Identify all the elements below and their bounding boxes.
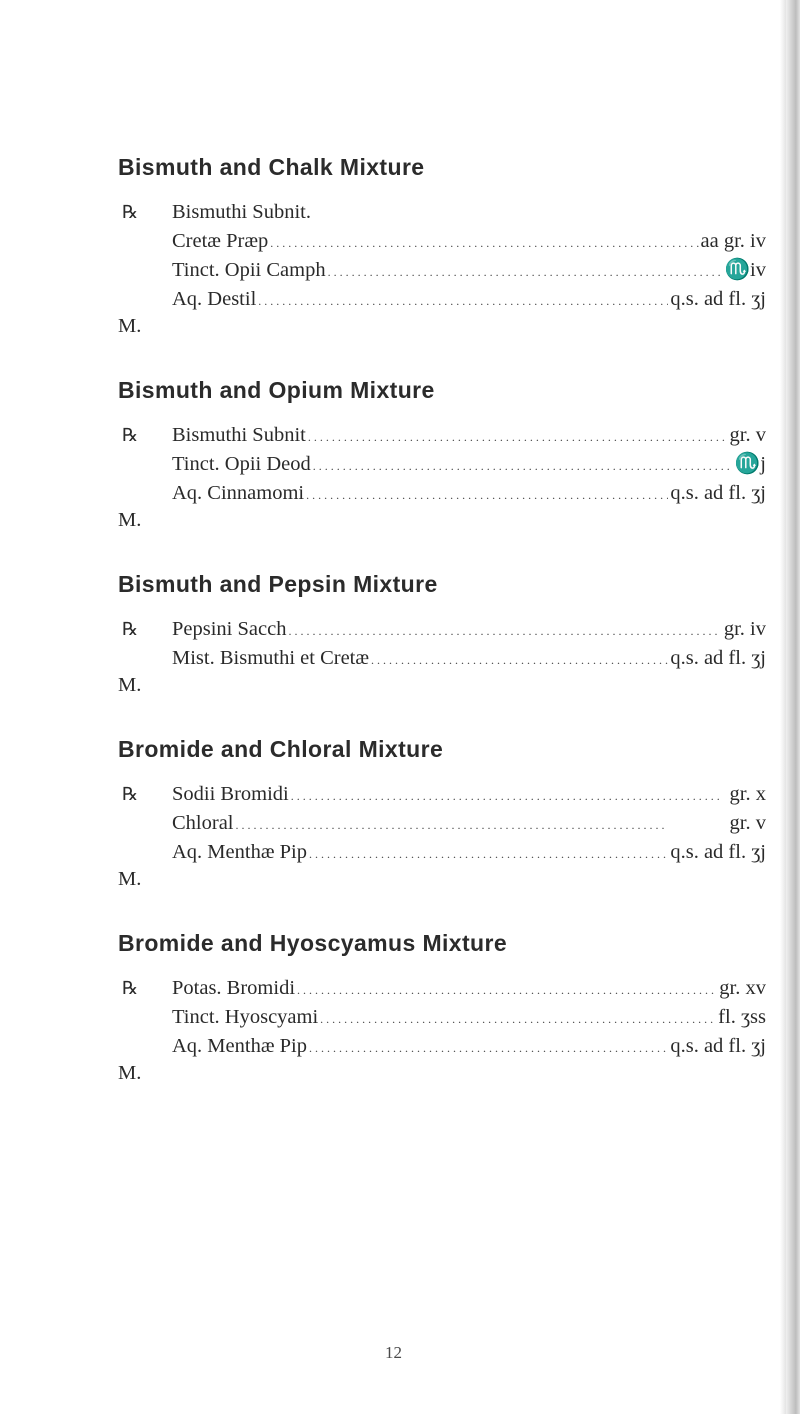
ingredient-name: Tinct. Opii Camph: [172, 259, 326, 281]
ingredient-row: [118, 1032, 766, 1061]
ingredient-name: Potas. Bromidi: [172, 977, 296, 999]
page-edge: [786, 0, 800, 1414]
ingredient-quantity: gr. v: [729, 812, 766, 834]
page-number: 12: [385, 1343, 402, 1362]
dot-leader: [320, 1003, 716, 1034]
recipe-symbol: ℞: [122, 619, 139, 640]
ingredient-quantity: q.s. ad fl. ʒj: [670, 841, 766, 863]
recipe-symbol: ℞: [122, 978, 139, 999]
misce-marker: M.: [118, 315, 142, 337]
ingredient-name: Aq. Destil: [172, 288, 257, 310]
dot-leader: [308, 421, 728, 452]
ingredient-quantity: gr. v: [729, 424, 766, 446]
dot-leader: [306, 479, 668, 510]
formula-title: Bromide and Hyoscyamus Mixture: [118, 930, 508, 956]
dot-leader: [313, 450, 733, 481]
dot-leader: [328, 256, 723, 287]
misce-marker: M.: [118, 509, 142, 531]
ingredient-row: [118, 198, 766, 227]
ingredient-quantity: aa gr. iv: [700, 230, 766, 252]
ingredient-quantity: q.s. ad fl. ʒj: [670, 482, 766, 504]
ingredient-name: Bismuthi Subnit.: [172, 201, 311, 223]
formula-title: Bismuth and Chalk Mixture: [118, 154, 425, 180]
ingredient-row: [118, 227, 766, 256]
ingredient-quantity: q.s. ad fl. ʒj: [670, 1035, 766, 1057]
ingredient-row: [118, 780, 766, 809]
formula-title: Bismuth and Opium Mixture: [118, 377, 435, 403]
formula-title: Bromide and Chloral Mixture: [118, 736, 444, 762]
ingredient-name: Cretæ Præp: [172, 230, 269, 252]
formula-bismuth-opium: [118, 373, 768, 533]
ingredient-quantity: q.s. ad fl. ʒj: [670, 647, 766, 669]
dot-leader: [309, 1032, 668, 1063]
formula-bismuth-pepsin: [118, 567, 768, 698]
misce-marker: M.: [118, 868, 142, 890]
ingredient-quantity: gr. x: [729, 783, 766, 805]
formula-bromide-chloral: [118, 732, 768, 892]
ingredient-name: Mist. Bismuthi et Cretæ: [172, 647, 370, 669]
ingredient-quantity: gr. iv: [723, 618, 766, 640]
dot-leader: [288, 615, 721, 646]
recipe-symbol: ℞: [122, 784, 139, 805]
dot-leader: [297, 974, 717, 1005]
ingredient-name: Bismuthi Subnit: [172, 424, 306, 446]
ingredient-row: [118, 809, 766, 838]
dot-leader: [309, 838, 668, 869]
ingredient-name: Aq. Menthæ Pip: [172, 1035, 307, 1057]
ingredient-row: [118, 285, 766, 314]
ingredient-quantity: gr. xv: [719, 977, 766, 999]
ingredient-row: [118, 421, 766, 450]
ingredient-row: [118, 450, 766, 479]
formula-bromide-hyoscyamus: [118, 926, 768, 1086]
ingredient-row: [118, 1003, 766, 1032]
ingredient-name: Tinct. Hyoscyami: [172, 1006, 319, 1028]
dot-leader: [270, 227, 698, 258]
ingredient-row: [118, 644, 766, 673]
misce-marker: M.: [118, 1062, 142, 1084]
dot-leader: [258, 285, 668, 316]
ingredient-name: Aq. Cinnamomi: [172, 482, 305, 504]
ingredient-row: [118, 615, 766, 644]
ingredient-name: Pepsini Sacch: [172, 618, 287, 640]
formula-title: Bismuth and Pepsin Mixture: [118, 571, 438, 597]
formula-bismuth-chalk: [118, 150, 768, 339]
formulary-page: [118, 150, 768, 1120]
ingredient-name: Tinct. Opii Deod: [172, 453, 311, 475]
recipe-symbol: ℞: [122, 202, 139, 223]
ingredient-quantity: ♏j: [734, 453, 766, 475]
recipe-symbol: ℞: [122, 425, 139, 446]
dot-leader: [291, 780, 728, 811]
ingredient-row: [118, 838, 766, 867]
ingredient-name: Sodii Bromidi: [172, 783, 289, 805]
ingredient-row: [118, 974, 766, 1003]
misce-marker: M.: [118, 674, 142, 696]
ingredient-name: Aq. Menthæ Pip: [172, 841, 307, 863]
ingredient-quantity: q.s. ad fl. ʒj: [670, 288, 766, 310]
dot-leader: [371, 644, 668, 675]
ingredient-row: [118, 479, 766, 508]
ingredient-quantity: fl. ʒss: [718, 1006, 766, 1028]
ingredient-name: Chloral: [172, 812, 234, 834]
dot-leader: [236, 809, 728, 840]
ingredient-quantity: ♏iv: [724, 259, 766, 281]
ingredient-row: [118, 256, 766, 285]
